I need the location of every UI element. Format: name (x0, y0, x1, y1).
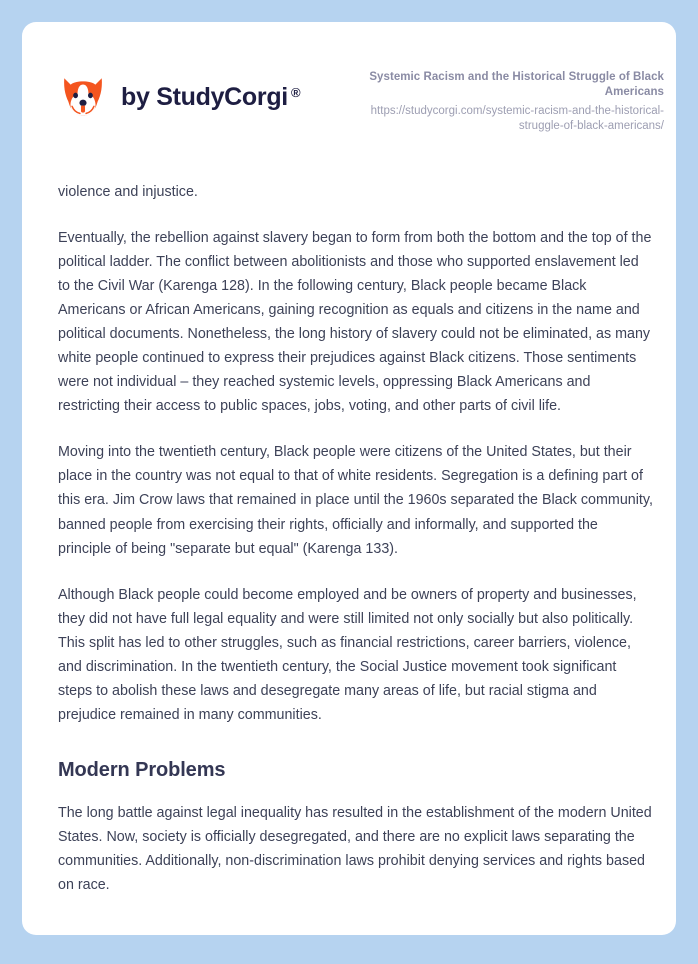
section-heading-modern-problems: Modern Problems (58, 758, 226, 781)
brand-wordmark (121, 82, 301, 111)
registered-trademark-symbol: ® (290, 84, 301, 100)
body-paragraph: The long battle against legal inequality has resulted in the establishment of the modern United States. Now, society is officially desegregated, and there are no explicit laws separating the communities. Additionally, non-discrimination laws prohibit denying services and rights based on race. (58, 804, 652, 893)
brand-wordmark-text: by StudyCorgi (121, 82, 288, 111)
corgi-face-icon (58, 72, 108, 122)
body-paragraph: Moving into the twentieth century, Black people were citizens of the United States, but their place in the country was not equal to that of white residents. Segregation is a defining part of this era. Jim Crow laws that remained in place until the 1960s separated the Black community, banned people from exercising their rights, officially and informally, and supported the principle of being "separate but equal" (Karenga 133). (58, 444, 653, 557)
studycorgi-logo[interactable] (58, 66, 300, 122)
body-paragraph: Although Black people could become employed and be owners of property and businesses, they did not have full legal equality and were still limited not only socially but also politically. This split has led to other struggles, such as financial restrictions, career barriers, violence, and discrimination. In the twentieth century, the Social Justice movement took significant steps to abolish these laws and desegregate many areas of life, but racial stigma and prejudice remained in many communities. (58, 586, 637, 723)
body-paragraph: Eventually, the rebellion against slavery began to form from both the bottom and the top of the political ladder. The conflict between abolitionists and those who supported enslavement led to the Civil War (Karenga 128). In the following century, Black people became Black Americans or African Americans, gaining recognition as equals and citizens in the name and political documents. Nonetheless, the long history of slavery could not be eliminated, as many white people continued to express their prejudices against Black citizens. Those sentiments were not individual – they reached systemic levels, oppressing Black Americans and restricting their access to public spaces, jobs, voting, and other parts of civil life. (58, 230, 652, 415)
document-header (22, 22, 676, 134)
document-body (22, 134, 676, 896)
document-page-card (22, 22, 676, 935)
document-title: Systemic Racism and the Historical Struggle of Black Americans (369, 71, 664, 98)
document-source-url[interactable]: https://studycorgi.com/systemic-racism-and-the-historical-struggle-of-black-americans/ (370, 105, 664, 133)
header-metadata (334, 66, 664, 134)
body-paragraph: violence and injustice. (58, 184, 198, 201)
